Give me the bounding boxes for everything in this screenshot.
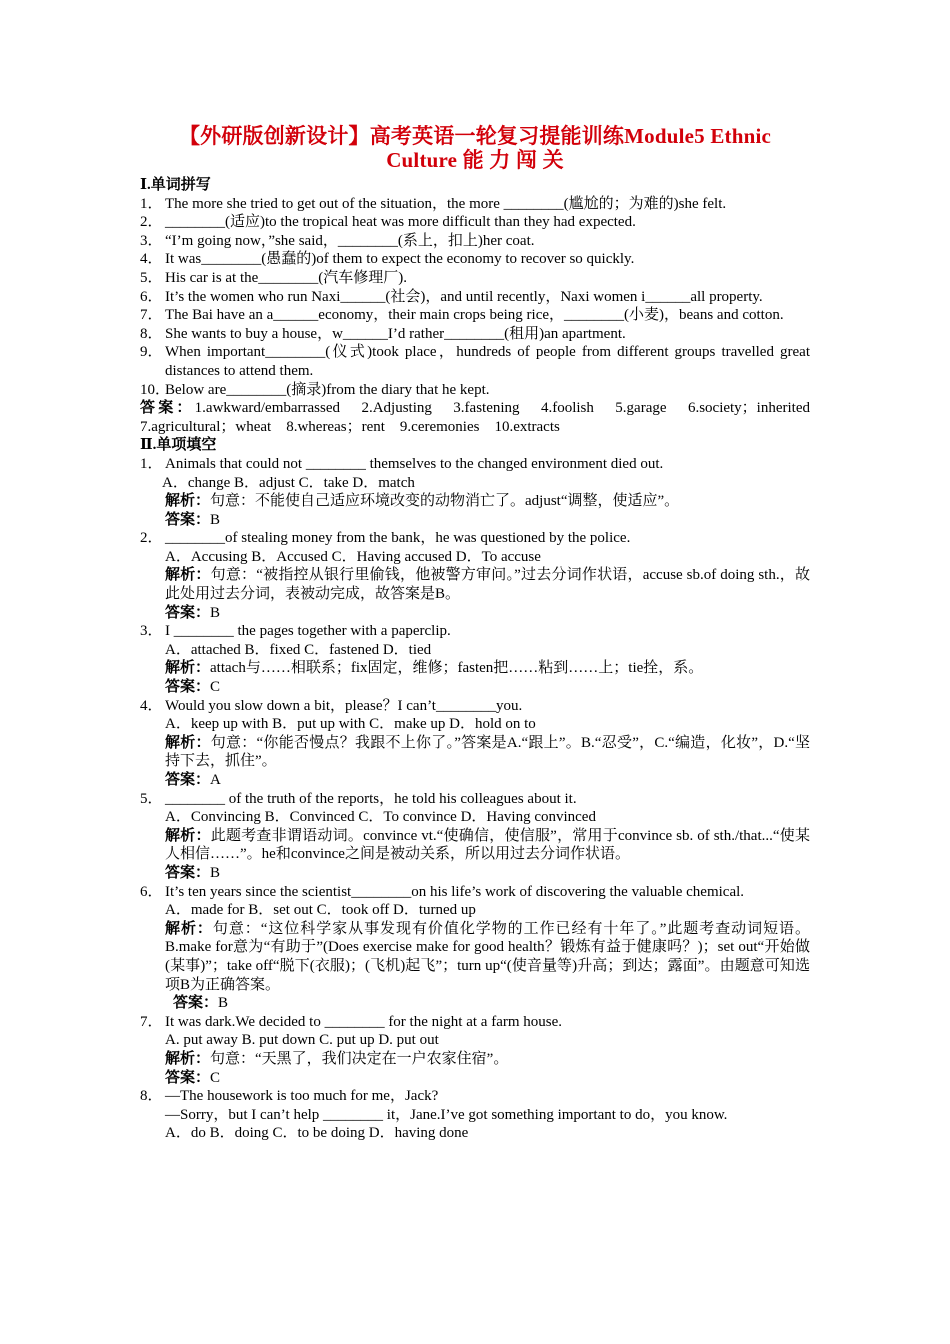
question-number: 8． [140, 325, 163, 342]
question-text: The Bai have an a______economy，their main crops being rice，________(小麦)，beans and cotton. [165, 307, 784, 324]
question-number: 1． [140, 195, 163, 212]
choice-question [140, 790, 810, 883]
answer [140, 771, 810, 790]
question-options: A．attached B．fixed C．fastened D．tied [165, 641, 432, 658]
answer-label: 答案： [140, 400, 195, 417]
question-options: A．Accusing B．Accused C．Having accused D．To accuse [165, 548, 541, 565]
question-text: It was dark.We decided to ________ for the night at a farm house. [165, 1013, 563, 1030]
explanation-label: 解析： [165, 660, 211, 677]
question-number: 7． [140, 1013, 163, 1030]
explanation-text: 句意：“这位科学家从事发现有价值化学物的工作已经有十年了。”此题考查动词短语。B.make for意为“有助于”(Does exercise make for good health？锻炼有益于健康吗？)；set out“开始做(某事)”；take off“脱下(衣服)；(飞机)起飞”；turn up“(使音量等)升高；到达；露面”。由题意可知选项B为正确答案。 [165, 920, 810, 993]
section-heading-spelling: Ⅰ.单词拼写 [140, 177, 211, 193]
explanation-text: 句意：“你能否慢点？我跟不上你了。”答案是A.“跟上”。B.“忍受”，C.“编造，化妆”，D.“坚持下去，抓住”。 [165, 734, 810, 770]
explanation-text: 句意：“天黑了，我们决定在一户农家住宿”。 [210, 1050, 509, 1067]
question-text: It’s the women who run Naxi______(社会)，and until recently，Naxi women i______all property. [165, 288, 763, 305]
question-text: When important________(仪式)took place，hundreds of people from different groups travelled great distances to attend them. [165, 344, 810, 379]
explanation [140, 1050, 810, 1069]
explanation [140, 492, 810, 511]
answer-value: B [210, 864, 221, 881]
document-page [140, 124, 826, 1143]
question-text: Animals that could not ________ themselves to the changed environment died out. [165, 455, 664, 472]
section-heading-choice: Ⅱ.单项填空 [140, 437, 217, 454]
question-options: A．change B．adjust C．take D．match [162, 474, 415, 491]
question-number: 2． [140, 530, 163, 547]
answer-value: B [218, 995, 229, 1012]
explanation-label: 解析： [165, 827, 211, 844]
question-options: A．do B．doing C．to be doing D．having done [165, 1125, 469, 1142]
question-number: 1． [140, 455, 163, 472]
question-number: 4． [140, 251, 163, 268]
answer-label: 答案： [165, 679, 211, 696]
choice-questions [140, 455, 810, 1087]
choice-question [140, 455, 810, 529]
question-number: 7． [140, 307, 163, 324]
choice-question [140, 622, 810, 696]
explanation-label: 解析： [165, 1050, 211, 1067]
question-number: 4． [140, 697, 163, 714]
explanation [140, 566, 810, 603]
spelling-question [140, 306, 810, 325]
question-number: 9． [140, 344, 163, 361]
question-options: A．made for B．set out C．took off D．turned up [165, 902, 476, 919]
choice-question-8 [140, 1087, 810, 1143]
answer-label: 答案： [165, 1069, 211, 1086]
spelling-question [140, 250, 810, 269]
explanation-label: 解析： [165, 567, 211, 584]
question-number: 8． [140, 1088, 163, 1105]
dialogue-line-1: —The housework is too much for me，Jack? [165, 1088, 439, 1105]
question-text: ________of stealing money from the bank，he was questioned by the police. [165, 530, 631, 547]
question-text: It was________(愚蠢的)of them to expect the economy to recover so quickly. [165, 251, 635, 268]
answer-label: 答案： [173, 995, 219, 1012]
question-text: She wants to buy a house，w______I’d rather________(租用)an apartment. [165, 325, 626, 342]
explanation-label: 解析： [165, 734, 211, 751]
title-line-2: Culture 能 力 闯 关 [386, 148, 564, 172]
spelling-answers [140, 399, 826, 436]
question-text: Would you slow down a bit，please？I can’t________you. [165, 697, 523, 714]
answer-label: 答案： [165, 604, 211, 621]
question-text: ________(适应)to the tropical heat was more difficult than they had expected. [165, 214, 636, 231]
question-options: A. put away B. put down C. put up D. put out [165, 1032, 439, 1049]
explanation-label: 解析： [165, 493, 211, 510]
answer-label: 答案： [165, 511, 211, 528]
spelling-question [140, 213, 810, 232]
question-text: ________ of the truth of the reports，he told his colleagues about it. [165, 790, 577, 807]
answer-value: C [210, 679, 221, 696]
document-title [140, 124, 810, 172]
answer [140, 864, 810, 883]
spelling-question-10 [140, 381, 810, 400]
explanation [140, 659, 810, 678]
question-text: It’s ten years since the scientist________on his life’s work of discovering the valuable chemical. [165, 883, 745, 900]
answer-value: C [210, 1069, 221, 1086]
explanation-text: 句意：不能使自己适应环境改变的动物消亡了。adjust“调整，使适应”。 [210, 493, 680, 510]
explanation [140, 734, 810, 771]
dialogue-line-2: —Sorry，but I can’t help ________ it，Jane.I’ve got something important to do，you know. [165, 1106, 728, 1123]
question-number: 5． [140, 269, 163, 286]
question-number: 3． [140, 232, 163, 249]
answer [140, 511, 810, 530]
question-text: The more she tried to get out of the situation，the more ________(尴尬的；为难的)she felt. [165, 195, 727, 212]
question-text: Below are________(摘录)from the diary that he kept. [165, 381, 490, 398]
question-number: 3． [140, 623, 163, 640]
explanation-text: attach与……相联系；fix固定，维修；fasten把……粘到……上；tie拴，系。 [210, 660, 704, 677]
choice-question [140, 883, 810, 1013]
question-number: 5． [140, 790, 163, 807]
question-number: 6． [140, 288, 163, 305]
spelling-question [140, 325, 810, 344]
question-number: 6． [140, 883, 163, 900]
question-text: I ________ the pages together with a paperclip. [165, 623, 451, 640]
answer-label: 答案： [165, 864, 211, 881]
choice-question [140, 697, 810, 790]
answer [140, 994, 810, 1013]
answer [140, 1069, 810, 1088]
title-line-1: 【外研版创新设计】高考英语一轮复习提能训练Module5 Ethnic [178, 124, 772, 148]
answer-value: A [210, 772, 221, 788]
explanation-text: 此题考查非谓语动词。convince vt.“使确信，使信服”，常用于convince sb. of sth./that...“使某人相信……”。he和convince之间是被动关系，所以用过去分词作状语。 [165, 827, 810, 863]
explanation [140, 827, 810, 864]
question-options: A．keep up with B．put up with C．make up D．hold on to [165, 716, 536, 733]
spelling-question [140, 232, 810, 251]
question-text: His car is at the________(汽车修理厂). [165, 269, 408, 286]
choice-question [140, 529, 810, 622]
answer-label: 答案： [165, 772, 211, 788]
spelling-questions [140, 195, 810, 381]
question-number: 2． [140, 214, 163, 231]
spelling-question [140, 288, 810, 307]
answer-value: B [210, 511, 221, 528]
explanation [140, 920, 810, 994]
answer [140, 604, 810, 623]
answer-value: B [210, 604, 221, 621]
spelling-question [140, 269, 810, 288]
question-text: “I’m going now，”she said，________(系上，扣上)her coat. [165, 232, 535, 249]
explanation-text: 句意：“被指控从银行里偷钱，他被警方审问。”过去分词作状语，accuse sb.of doing sth.，故此处用过去分词，表被动完成，故答案是B。 [165, 567, 810, 603]
choice-question [140, 1013, 810, 1087]
spelling-answer-text: 1.awkward/embarrassed 2.Adjusting 3.fastening 4.foolish 5.garage 6.society；inherited 7.agricultural；wheat 8.whereas；rent 9.ceremonies 10.extracts [140, 400, 826, 435]
answer [140, 678, 810, 697]
spelling-question [140, 195, 810, 214]
explanation-label: 解析： [165, 920, 213, 937]
spelling-question [140, 343, 810, 380]
question-options: A．Convincing B．Convinced C．To convince D．Having convinced [165, 809, 596, 826]
question-number: 10． [140, 381, 171, 398]
